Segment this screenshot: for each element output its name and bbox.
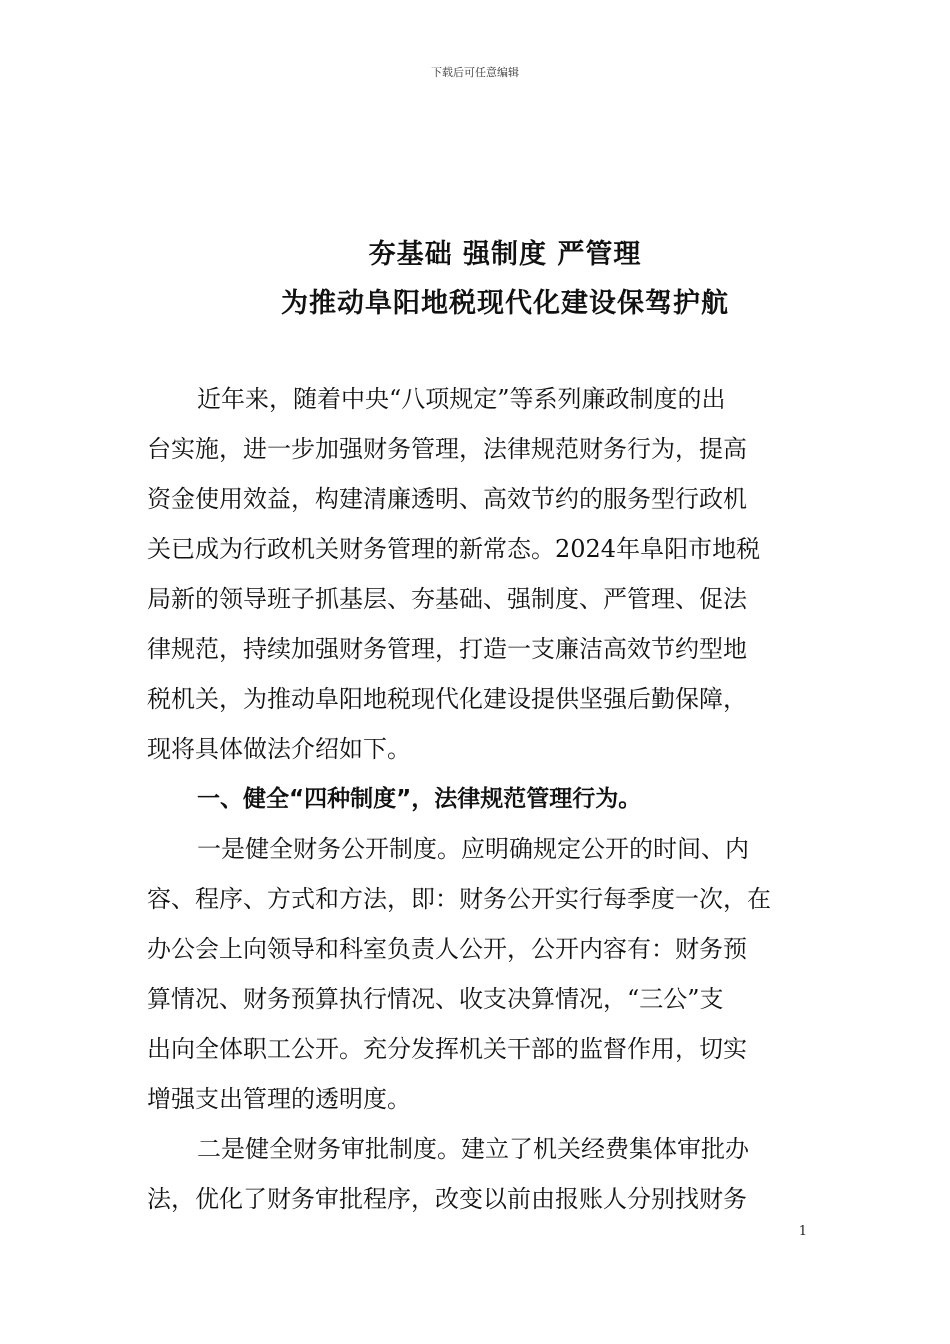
body-line: 税机关，为推动阜阳地税现代化建设提供坚强后勤保障， [147, 685, 747, 713]
body-line: 容、程序、方式和方法，即：财务公开实行每季度一次，在 [147, 885, 771, 913]
body-line: 办公会上向领导和科室负责人公开，公开内容有：财务预 [147, 935, 747, 963]
section-heading: 一、健全“四种制度”，法律规范管理行为。 [197, 786, 642, 812]
body-line: 关已成为行政机关财务管理的新常态。2024年阜阳市地税 [147, 535, 761, 563]
body-line: 台实施，进一步加强财务管理，法律规范财务行为，提高 [147, 435, 747, 463]
body-line: 增强支出管理的透明度。 [147, 1085, 411, 1113]
body-line: 算情况、财务预算执行情况、收支决算情况，“三公”支 [147, 985, 724, 1013]
body-line: 法，优化了财务审批程序，改变以前由报账人分别找财务 [147, 1185, 747, 1213]
body-line: 二是健全财务审批制度。建立了机关经费集体审批办 [197, 1135, 749, 1163]
body-line: 现将具体做法介绍如下。 [147, 735, 411, 763]
body-line: 律规范，持续加强财务管理，打造一支廉洁高效节约型地 [147, 635, 747, 663]
body-line: 一是健全财务公开制度。应明确规定公开的时间、内 [197, 835, 749, 863]
page-number: 1 [798, 1224, 807, 1239]
header-note: 下载后可任意编辑 [431, 66, 519, 79]
body-line: 资金使用效益，构建清廉透明、高效节约的服务型行政机 [147, 485, 747, 513]
document-title-line-1: 夯基础 强制度 严管理 [368, 239, 642, 270]
body-line: 局新的领导班子抓基层、夯基础、强制度、严管理、促法 [147, 585, 747, 613]
document-title-line-2: 为推动阜阳地税现代化建设保驾护航 [281, 288, 729, 319]
body-line: 近年来，随着中央“八项规定”等系列廉政制度的出 [197, 385, 726, 413]
body-line: 出向全体职工公开。充分发挥机关干部的监督作用，切实 [147, 1035, 747, 1063]
